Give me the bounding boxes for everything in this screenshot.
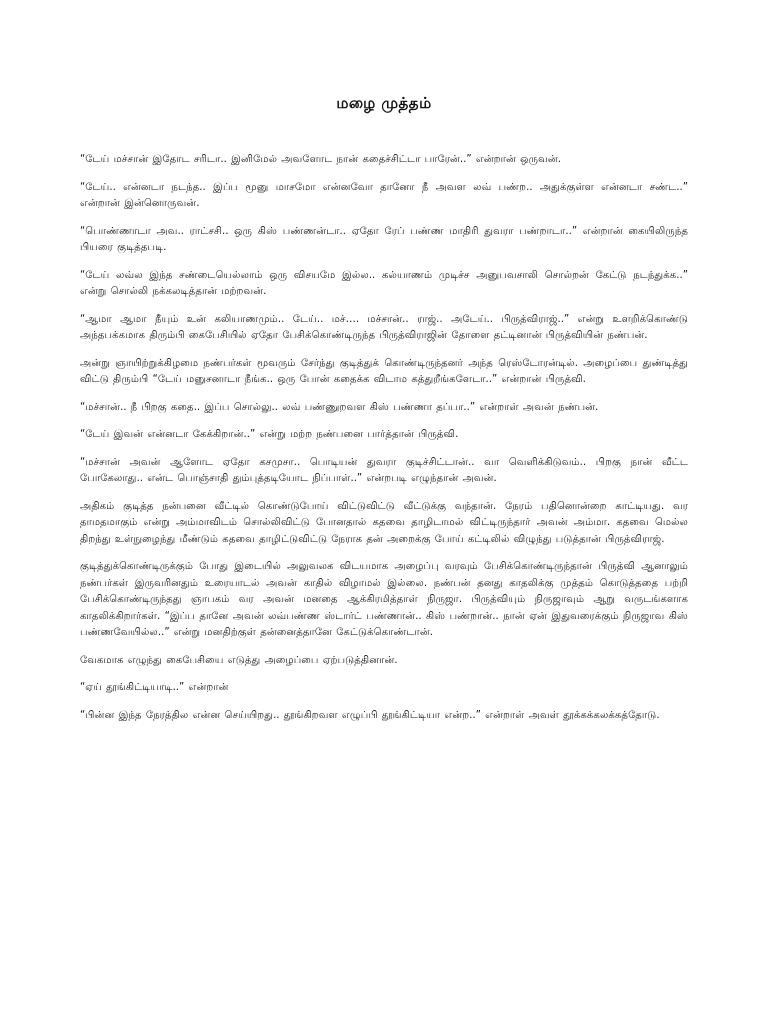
paragraph-1: “டேய் மச்சான் இதோட சரிடா.. இனிமேல் அவளோட நான் கதைச்சிட்டா பாரேன்..” என்றான் ஒருவன். (80, 154, 561, 165)
paragraph-14: “பின்ன இந்த நேரத்தில என்ன செய்யிறது.. தூங்கிறவள எழுப்பி தூங்கிட்டியா என்ற..” என்றாள் அவள் தூக்கக்கலக்கத்தோடு. (80, 709, 660, 721)
story-body (80, 152, 688, 735)
paragraph-13: “ஏய் தூங்கிட்டியாடி..” என்றான் (80, 682, 229, 693)
paragraph-9: “மச்சான் அவன் ஆளோட ஏதோ கசமுசா.. பொடியன் துவரா குடிச்சிட்டான்.. வா வெளிக்கிடுவம்.. பிறகு நான் வீட்ட போகேலாது.. என்ட பொஞ்சாதி தும்புத்தடியோட நிப்பாள்..” என்றபடி எழுந்தான் அவன். (80, 456, 688, 484)
paragraph-7: “மச்சான்.. நீ பிறகு கதை.. இப்ப சொல்லு.. லவ் பண்ணுறவள கிஸ் பண்ணா தப்பா..” என்றாள் அவன் நண்பன். (80, 401, 599, 413)
paragraph-11: குடித்துக்கொண்டிருக்கும் போது இடையில் அலுவலக விடயமாக அழைப்பு வரவும் பேசிக்கொண்டிருந்தான் பிருத்வி ஆனாலும் நண்பர்கள் இருவரினதும் உரையாடல் அவன் காதில் விழாமல் இல்லை. நண்பன் தனது காதலிக்கு முத்தம் கொடுத்ததை பற்றி பேசிக்கொண்டிருந்தது ஞாபகம் வர அவன் மனதை ஆக்கிரமித்தாள் நிருஜா. பிருத்வியும் நிருஜாவும் ஆறு வருடங்களாக காதலிக்கிறார்கள். “இப்ப தானே அவன் லவ்பண்ண ஸ்டார்ட் பண்ணான்.. கிஸ் பண்றான்.. நான் ஏன் இதுவரைக்கும் நிருஜாவ கிஸ் பண்ணவேயில்ல..” என்று மனதிற்குள் தன்னைத்தானே கேட்டுக்கொண்டான். (80, 561, 688, 638)
paragraph-5: “ஆமா ஆமா நீயும் உன் கலியாணமும்.. டேய்.. மச்…. மச்சான்.. ராஜ்.. அடேய்.. பிருத்விராஜ்..” என்று உளறிக்கொண்டு அந்தபக்கமாக திரும்பி கைபேசியில் ஏதோ பேசிக்கொண்டிருந்த பிருத்விராஜின் தோளை தட்டினான் பிருத்வியின் நண்பன். (80, 313, 688, 341)
paragraph-2: “டேய்.. என்னடா நடந்த.. இப்ப மூனு மாசமோ என்னவோ தானோ நீ அவள லவ் பண்ற.. அதுக்குள்ள என்னடா சண்ட..” என்றான் இன்னொருவன். (80, 181, 688, 209)
paragraph-6: அன்று ஞாயிற்றுக்கிழமை நண்பர்கள் மூவரும் சேர்ந்து குடித்துக் கொண்டிருந்தனர் அந்த ரெஸ்டோரன்டில். அழைப்பை துண்டித்து விட்டு திரும்பி “டேய் மனுசனாடா நீங்க.. ஒரு போன் கதைக்க விடாம கத்துறீங்களேடா..” என்றான் பிருத்வி. (80, 357, 688, 385)
paragraph-8: “டேய் இவன் என்னடா கேக்கிறான்..” என்று மற்ற நண்பனை பார்த்தான் பிருத்வி. (80, 429, 459, 440)
paragraph-12: வேகமாக எழுந்து கைபேசியை எடுத்து அழைப்பை ஏற்படுத்தினான். (80, 654, 398, 666)
paragraph-3: “பொண்ணாடா அவ.. ராட்சசி.. ஒரு கிஸ் பண்ணன்டா.. ஏதோ ரேப் பண்ண மாதிரி துவரா பண்றாடா..” என்றான் கையிலிருந்த பியரை குடித்தபடி. (80, 225, 688, 253)
page-title: மழை முத்தம் (336, 94, 432, 112)
paragraph-10: அதிகம் குடித்த நன்பனை வீட்டில் கொண்டுபோய் விட்டுவிட்டு வீட்டுக்கு வந்தான். நேரம் பதினொன்றை காட்டியது. வர தாமதமாகும் என்று அம்மாவிடம் சொல்லிவிட்டு போனதால் கதவை தாழிடாமல் விட்டிருந்தார் அவன் அம்மா. கதவை மெல்ல திறந்து உள்நுழைந்து மீண்டும் கதவை தாழிட்டுவிட்டு நேராக தன் அறைக்கு போய் கட்டிலில் விழுந்து படுத்தான் பிருத்விராஜ். (80, 500, 688, 545)
paragraph-4: “டேய் லவ்ல இந்த சண்டையெல்லாம் ஒரு விசயமே இல்ல.. கல்யாணம் முடிச்ச அனுபவசாலி சொல்றன் கேட்டு நடந்துக்க..” என்று சொல்லி நக்கலடித்தான் மற்றவன். (80, 269, 688, 297)
